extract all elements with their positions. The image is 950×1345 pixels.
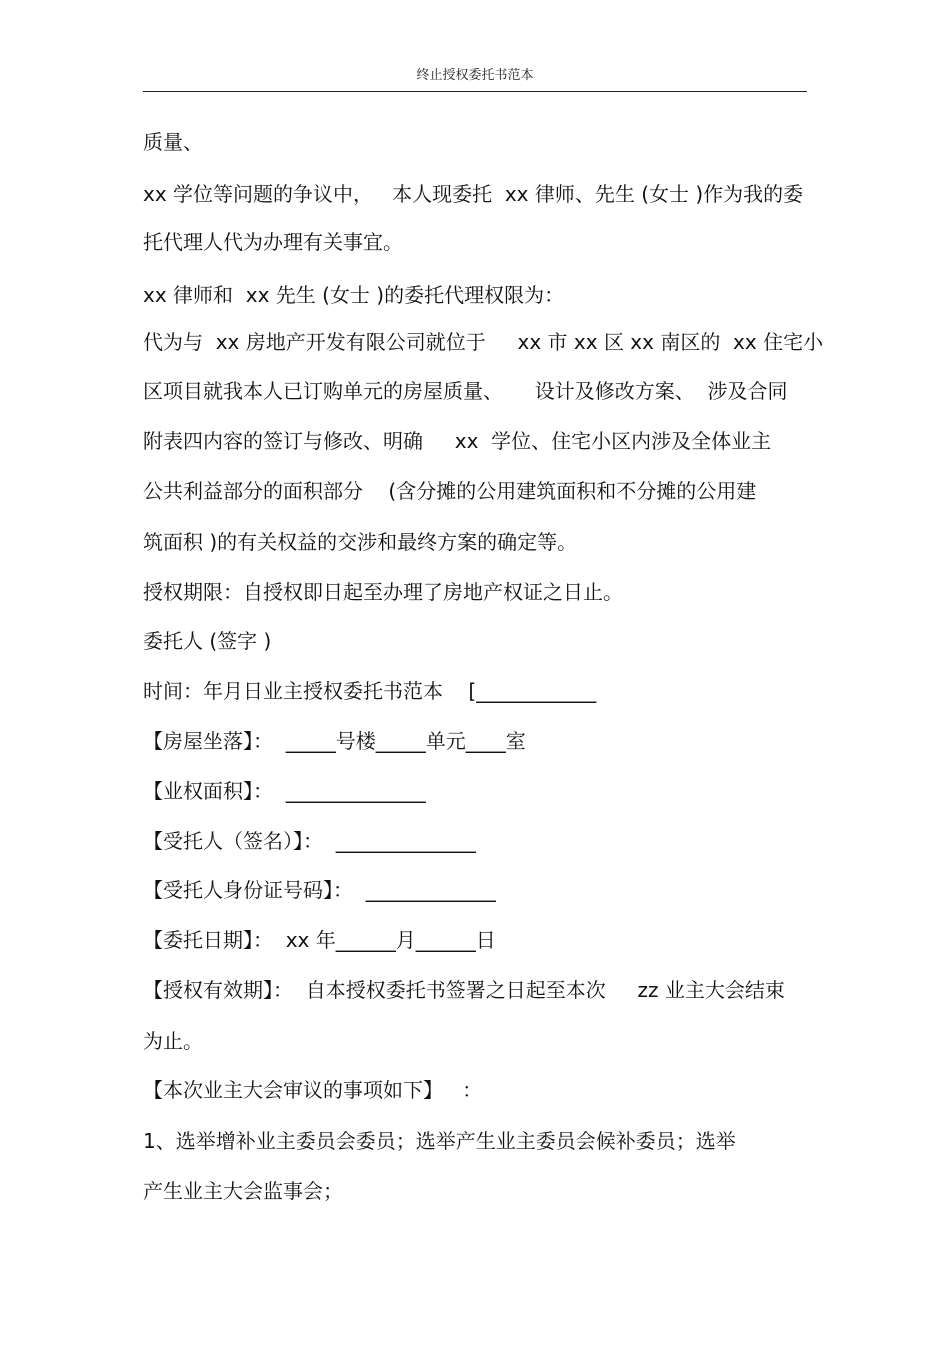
body-line: xx 律师和 xx 先生 (女士 )的委托代理权限为：: [143, 283, 565, 307]
form-field-line: 【受托人（签名）】： ______________: [143, 829, 476, 853]
body-line: 为止。: [143, 1029, 203, 1053]
body-line: 授权期限：自授权即日起至办理了房地产权证之日止。: [143, 580, 623, 604]
header-divider: [143, 91, 807, 92]
form-field-line: 【授权有效期】： 自本授权委托书签署之日起至本次 zz 业主大会结束: [143, 978, 785, 1002]
body-line: 公共利益部分的面积部分 (含分摊的公用建筑面积和不分摊的公用建: [143, 479, 757, 503]
body-line: 质量、: [143, 130, 203, 154]
form-field-line: 【受托人身份证号码】： _____________: [143, 878, 496, 902]
form-field-line: 【委托日期】： xx 年______月______日: [143, 928, 496, 952]
body-line: 时间：年月日业主授权委托书范本 [____________: [143, 679, 597, 703]
body-line: 委托人 (签字 ): [143, 629, 272, 653]
body-line: 筑面积 )的有关权益的交涉和最终方案的确定等。: [143, 530, 578, 554]
body-line: 附表四内容的签订与修改、明确 xx 学位、住宅小区内涉及全体业主: [143, 429, 772, 453]
form-field-line: 【业权面积】： ______________: [143, 779, 426, 803]
section-heading: 【本次业主大会审议的事项如下】 ：: [143, 1078, 483, 1102]
body-line: xx 学位等问题的争议中， 本人现委托 xx 律师、先生 (女士 )作为我的委: [143, 182, 804, 206]
form-field-line: 【房屋坐落】： _____号楼_____单元____室: [143, 729, 526, 753]
body-line: 1、选举增补业主委员会委员；选举产生业主委员会候补委员；选举: [143, 1129, 736, 1153]
body-line: 代为与 xx 房地产开发有限公司就位于 xx 市 xx 区 xx 南区的 xx 住宅小: [143, 330, 824, 354]
page-header-title: 终止授权委托书范本: [416, 68, 534, 83]
body-line: 区项目就我本人已订购单元的房屋质量、 设计及修改方案、 涉及合同: [143, 379, 788, 403]
body-line: 托代理人代为办理有关事宜。: [143, 230, 403, 254]
body-line: 产生业主大会监事会；: [143, 1179, 343, 1203]
